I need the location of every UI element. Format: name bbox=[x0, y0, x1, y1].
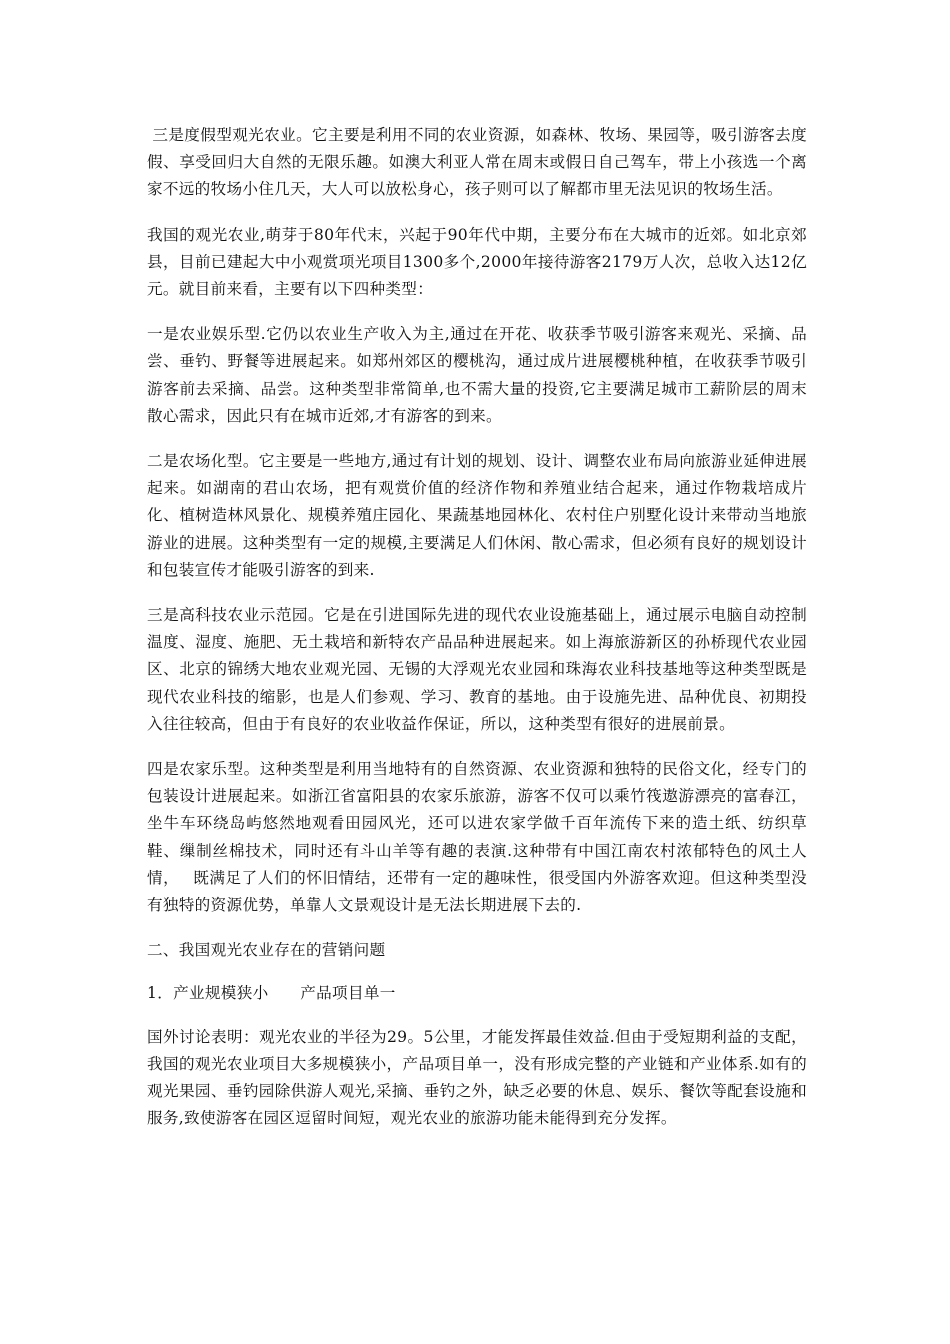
paragraph-hightech-type: 三是高科技农业示范园。它是在引进国际先进的现代农业设施基础上，通过展示电脑自动控制温度、湿度、施肥、无土栽培和新特农产品品种进展起来。如上海旅游新区的孙桥现代农业园区、北京的锦绣大地农业观光园、无锡的大浮观光农业园和珠海农业科技基地等这种类型既是现代农业科技的缩影，也是人们参观、学习、教育的基地。由于设施先进、品种优良、初期投入往往较高，但由于有良好的农业收益作保证，所以，这种类型有很好的进展前景。 bbox=[147, 606, 807, 733]
section-heading-marketing-problems: 二、我国观光农业存在的营销问题 bbox=[147, 941, 386, 960]
subsection-heading-small-scale: 1．产业规模狭小 产品项目单一 bbox=[147, 984, 396, 1003]
document-body bbox=[147, 122, 807, 1151]
paragraph-foreign-research: 国外讨论表明：观光农业的半径为29。5公里，才能发挥最佳效益.但由于受短期利益的支配，我国的观光农业项目大多规模狭小，产品项目单一，没有形成完整的产业链和产业体系.如有的观光果园、垂钓园除供游人观光,采摘、垂钓之外，缺乏必要的休息、娱乐、餐饮等配套设施和服务,致使游客在园区逗留时间短，观光农业的旅游功能未能得到充分发挥。 bbox=[147, 1027, 807, 1128]
paragraph-farm-type: 二是农场化型。它主要是一些地方,通过有计划的规划、设计、调整农业布局向旅游业延伸进展起来。如湖南的君山农场，把有观赏价值的经济作物和养殖业结合起来，通过作物栽培成片化、植树造林风景化、规模养殖庄园化、果蔬基地园林化、农村住户别墅化设计来带动当地旅游业的进展。这种类型有一定的规模,主要满足人们休闲、散心需求，但必须有良好的规划设计和包装宣传才能吸引游客的到来. bbox=[147, 452, 807, 579]
paragraph-china-overview: 我国的观光农业,萌芽于80年代末，兴起于90年代中期，主要分布在大城市的近郊。如北京郊县，目前已建起大中小观赏项光项目1300多个,2000年接待游客2179万人次，总收入达12亿元。就目前来看，主要有以下四种类型： bbox=[147, 225, 807, 299]
paragraph-vacation-type: 三是度假型观光农业。它主要是利用不同的农业资源，如森林、牧场、果园等，吸引游客去度假、享受回归大自然的无限乐趣。如澳大利亚人常在周末或假日自己驾车，带上小孩选一个离家不远的牧场小住几天，大人可以放松身心，孩子则可以了解都市里无法见识的牧场生活。 bbox=[147, 126, 807, 199]
paragraph-entertainment-type: 一是农业娱乐型.它仍以农业生产收入为主,通过在开花、收获季节吸引游客来观光、采摘、品尝、垂钓、野餐等进展起来。如郑州郊区的樱桃沟，通过成片进展樱桃种植，在收获季节吸引游客前去采摘、品尝。这种类型非常简单,也不需大量的投资,它主要满足城市工薪阶层的周末散心需求，因此只有在城市近郊,才有游客的到来。 bbox=[147, 325, 807, 425]
paragraph-farmhouse-type: 四是农家乐型。这种类型是利用当地特有的自然资源、农业资源和独特的民俗文化，经专门的包装设计进展起来。如浙江省富阳县的农家乐旅游，游客不仅可以乘竹筏遨游漂亮的富春江，坐牛车环绕岛屿悠然地观看田园风光，还可以进农家学做千百年流传下来的造土纸、纺织草鞋、缫制丝棉技术，同时还有斗山羊等有趣的表演.这种带有中国江南农村浓郁特色的风土人情， 既满足了人们的怀旧情结，还带有一定的趣味性，很受国内外游客欢迎。但这种类型没有独特的资源优势，单靠人文景观设计是无法长期进展下去的. bbox=[147, 760, 807, 915]
